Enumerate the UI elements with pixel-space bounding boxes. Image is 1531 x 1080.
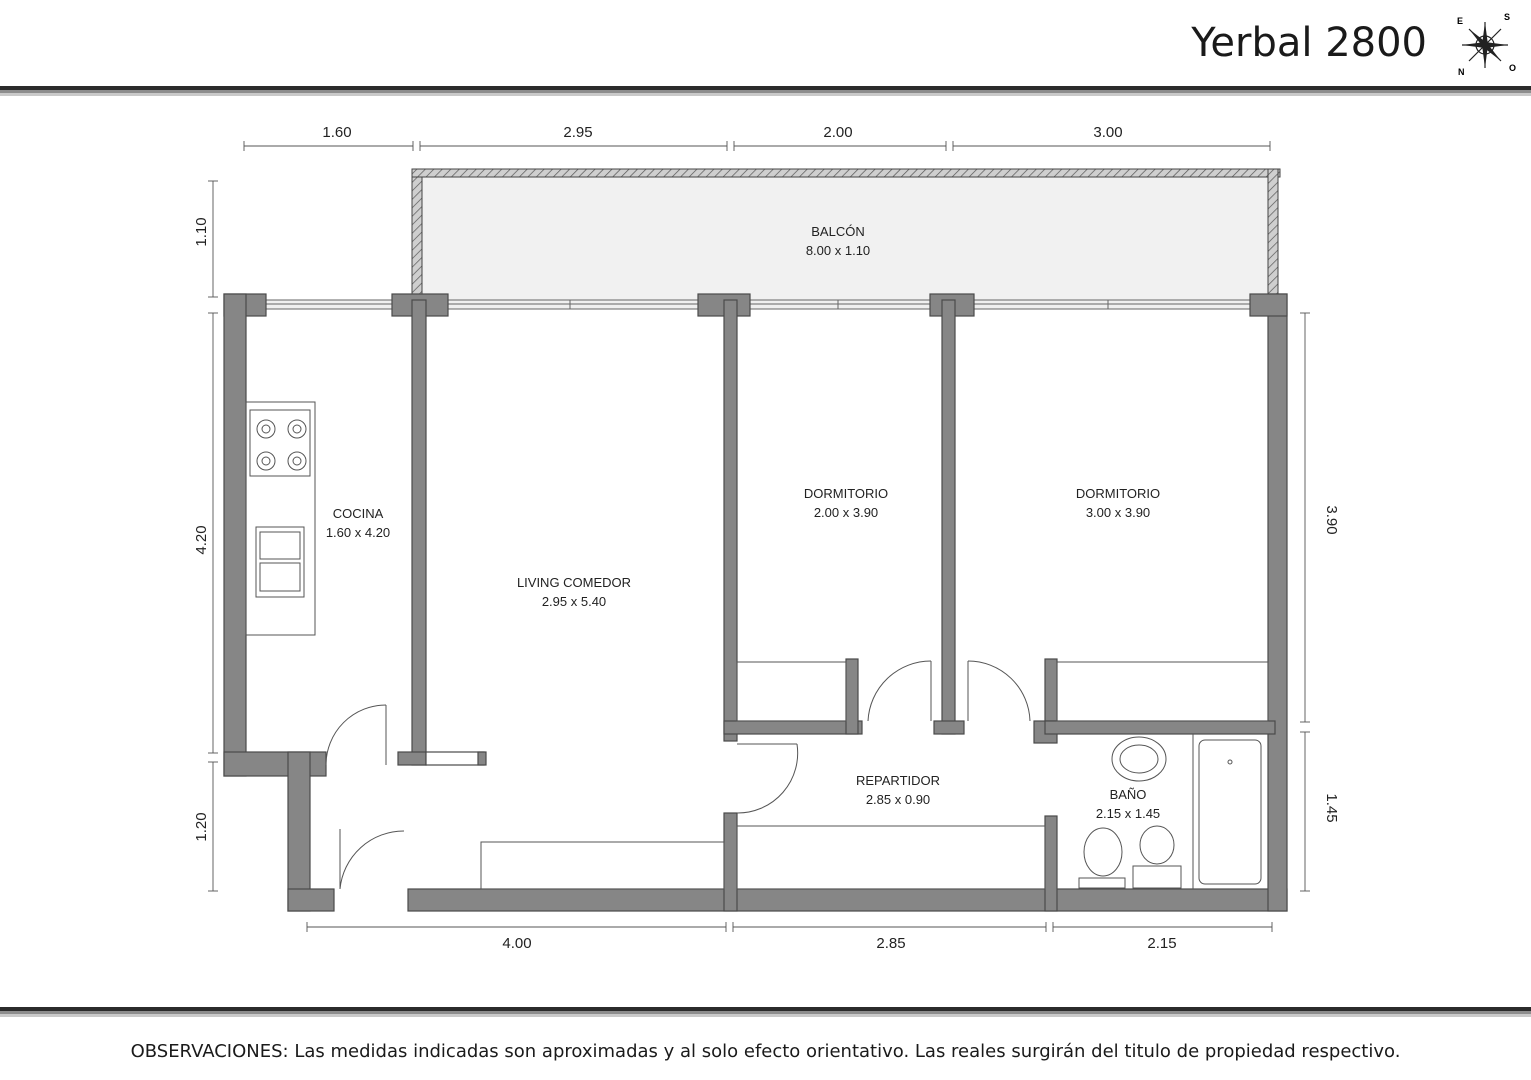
room-size-living: 2.95 x 5.40 — [541, 594, 607, 609]
dim-right-1: 3.90 — [1323, 505, 1340, 535]
wall-segment — [288, 752, 310, 911]
room-name-dorm2: DORMITORIO — [1075, 486, 1161, 501]
door-swing — [326, 705, 386, 765]
dim-left-2: 4.20 — [193, 525, 210, 555]
footer-divider — [0, 1007, 1531, 1017]
page-title: Yerbal 2800 — [1191, 20, 1427, 66]
wall-segment — [934, 721, 964, 734]
wall-segment — [724, 721, 862, 734]
dim-bottom-2: 2.85 — [876, 935, 906, 952]
wall-segment — [724, 300, 737, 741]
wall-segment — [412, 300, 426, 765]
footer-observations: OBSERVACIONES: Las medidas indicadas son aproximadas y al solo efecto orientativo. Las reales surgirán del titulo de propiedad respectivo. — [130, 1041, 1401, 1062]
wall-segment — [1045, 816, 1057, 911]
dim-top-4: 3.00 — [1093, 124, 1123, 141]
kitchen-counter — [246, 402, 315, 635]
wall-segment — [224, 752, 326, 776]
room-size-repartidor: 2.85 x 0.90 — [865, 792, 931, 807]
window-sill — [426, 752, 484, 765]
room-name-cocina: COCINA — [332, 506, 384, 521]
balcony-rail-top — [412, 169, 1280, 177]
door-swing — [968, 661, 1030, 721]
dim-top-2: 2.95 — [563, 124, 593, 141]
room-size-balcon: 8.00 x 1.10 — [805, 243, 871, 258]
room-name-living: LIVING COMEDOR — [516, 575, 632, 590]
wall-segment — [724, 813, 737, 911]
wall-segment — [398, 752, 426, 765]
room-name-dorm1: DORMITORIO — [803, 486, 889, 501]
dim-top-3: 2.00 — [823, 124, 853, 141]
compass-n: N — [1458, 67, 1465, 77]
living-cabinet — [481, 842, 724, 889]
balcony-rail-right — [1268, 169, 1278, 297]
wall-segment — [1045, 721, 1275, 734]
compass-o: O — [1509, 63, 1517, 73]
sink-icon — [256, 527, 304, 597]
wall-segment — [408, 889, 1287, 911]
wall-segment — [224, 294, 246, 776]
door-swing — [868, 661, 931, 721]
door-swing — [737, 744, 798, 813]
counter — [246, 402, 315, 635]
dim-right-2: 1.45 — [1323, 793, 1340, 823]
compass-e: E — [1457, 16, 1464, 26]
bathtub-icon — [1199, 740, 1261, 884]
closet — [737, 662, 846, 721]
dim-top-1: 1.60 — [322, 124, 352, 141]
room-name-bano: BAÑO — [1109, 787, 1147, 802]
wall-segment — [1268, 294, 1287, 911]
dim-left-1: 1.10 — [193, 217, 210, 247]
room-size-dorm2: 3.00 x 3.90 — [1085, 505, 1151, 520]
wall-segment — [942, 300, 955, 734]
door-swing — [340, 831, 404, 889]
room-size-bano: 2.15 x 1.45 — [1095, 806, 1161, 821]
dim-bottom-3: 2.15 — [1147, 935, 1177, 952]
wall-segment — [846, 659, 858, 734]
wall-segment — [288, 889, 334, 911]
room-size-cocina: 1.60 x 4.20 — [325, 525, 391, 540]
room-name-balcon: BALCÓN — [811, 224, 865, 239]
dim-left-3: 1.20 — [193, 812, 210, 842]
room-name-repartidor: REPARTIDOR — [855, 773, 941, 788]
hall-closet — [737, 826, 1045, 889]
wall-segment — [478, 752, 486, 765]
compass-s: S — [1504, 12, 1511, 22]
closet — [1057, 662, 1268, 721]
room-size-dorm1: 2.00 x 3.90 — [813, 505, 879, 520]
wall-pillar — [1250, 294, 1287, 316]
bidet-icon — [1084, 828, 1122, 876]
dim-bottom-1: 4.00 — [502, 935, 532, 952]
toilet-icon — [1140, 826, 1174, 864]
balcony-rail-left — [412, 169, 422, 297]
